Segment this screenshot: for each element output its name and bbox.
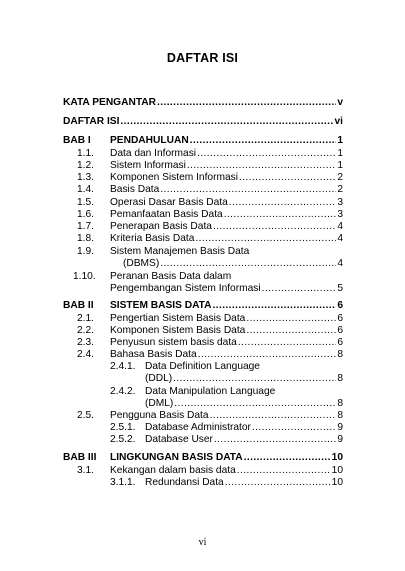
leader-dots <box>160 184 336 196</box>
chapter-number: BAB I <box>63 135 91 146</box>
entry-number: 1.9. <box>77 246 94 257</box>
leader-dots <box>244 452 331 464</box>
entry-number: 1.4. <box>77 184 94 195</box>
leader-dots <box>246 313 336 325</box>
leader-dots <box>224 209 337 221</box>
entry-number: 2.5.1. <box>110 422 136 433</box>
entry-number: 2.4.1. <box>110 361 136 372</box>
entry-number: 3.1. <box>77 465 94 476</box>
entry-number: 3.1.1. <box>110 477 136 488</box>
page-title: DAFTAR ISI <box>166 51 239 65</box>
toc-entry[interactable]: Penerapan Basis Data ..... 4 <box>110 221 343 233</box>
toc-front-daftar-isi[interactable]: DAFTAR ISI ..... vi <box>63 116 343 128</box>
leader-dots <box>238 337 336 349</box>
toc-entry[interactable]: Kriteria Basis Data ..... 4 <box>110 233 343 245</box>
toc-entry[interactable]: (DBMS) ..... 4 <box>123 258 343 270</box>
entry-number: 2.2. <box>77 325 94 336</box>
toc-entry[interactable]: (DML) ..... 8 <box>145 398 343 410</box>
toc-entry[interactable]: Basis Data ..... 2 <box>110 184 343 196</box>
toc-entry[interactable]: Bahasa Basis Data ..... 8 <box>110 349 343 361</box>
entry-number: 1.6. <box>77 209 94 220</box>
toc-front-kata-pengantar[interactable]: KATA PENGANTAR ..... v <box>63 97 343 109</box>
toc-entry[interactable]: Pemanfaatan Basis Data ..... 3 <box>110 209 343 221</box>
leader-dots <box>239 172 336 184</box>
toc-entry[interactable]: Redundansi Data ..... 10 <box>145 477 343 489</box>
leader-dots <box>252 422 336 434</box>
leader-dots <box>225 477 331 489</box>
entry-number: 1.1. <box>77 148 94 159</box>
leader-dots <box>237 465 331 477</box>
toc-chapter-1[interactable]: PENDAHULUAN ..... 1 <box>110 135 343 147</box>
leader-dots <box>246 325 336 337</box>
leader-dots <box>210 410 337 422</box>
leader-dots <box>198 349 337 361</box>
leader-dots <box>213 300 337 312</box>
entry-number: 1.3. <box>77 172 94 183</box>
leader-dots <box>160 258 336 270</box>
toc-entry-line1: Data Manipulation Language <box>145 386 276 397</box>
leader-dots <box>214 434 336 446</box>
toc-entry[interactable]: (DDL) ..... 8 <box>145 373 343 385</box>
entry-number: 1.10. <box>73 271 96 282</box>
toc-entry[interactable]: Database User ..... 9 <box>145 434 343 446</box>
leader-dots <box>262 283 337 295</box>
toc-entry[interactable]: Kekangan dalam basis data ..... 10 <box>110 465 343 477</box>
entry-number: 2.4.2. <box>110 386 136 397</box>
entry-number: 1.5. <box>77 197 94 208</box>
entry-number: 2.5. <box>77 410 94 421</box>
toc-entry[interactable]: Database Administrator ..... 9 <box>145 422 343 434</box>
entry-number: 1.7. <box>77 221 94 232</box>
leader-dots <box>120 116 333 128</box>
chapter-number: BAB II <box>63 300 94 311</box>
toc-entry[interactable]: Komponen Sistem Informasi ..... 2 <box>110 172 343 184</box>
toc-chapter-3[interactable]: LINGKUNGAN BASIS DATA ..... 10 <box>110 452 343 464</box>
leader-dots <box>190 135 337 147</box>
leader-dots <box>197 148 336 160</box>
leader-dots <box>173 373 336 385</box>
toc-entry[interactable]: Komponen Sistem Basis Data ..... 6 <box>110 325 343 337</box>
toc-entry[interactable]: Data dan Informasi ..... 1 <box>110 148 343 160</box>
leader-dots <box>187 160 336 172</box>
entry-number: 2.4. <box>77 349 94 360</box>
toc-entry-line1: Peranan Basis Data dalam <box>110 271 232 282</box>
leader-dots <box>157 97 336 109</box>
entry-number: 2.1. <box>77 313 94 324</box>
entry-number: 1.8. <box>77 233 94 244</box>
leader-dots <box>174 398 336 410</box>
toc-entry[interactable]: Pengertian Sistem Basis Data ..... 6 <box>110 313 343 325</box>
entry-number: 2.3. <box>77 337 94 348</box>
toc-entry-line1: Sistem Manajemen Basis Data <box>110 246 250 257</box>
leader-dots <box>229 197 337 209</box>
leader-dots <box>213 221 336 233</box>
toc-entry[interactable]: Sistem Informasi ..... 1 <box>110 160 343 172</box>
chapter-number: BAB III <box>63 452 97 463</box>
toc-chapter-2[interactable]: SISTEM BASIS DATA ..... 6 <box>110 300 343 312</box>
leader-dots <box>195 233 336 245</box>
toc-entry[interactable]: Pengguna Basis Data ..... 8 <box>110 410 343 422</box>
entry-number: 2.5.2. <box>110 434 136 445</box>
toc-entry[interactable]: Operasi Dasar Basis Data ..... 3 <box>110 197 343 209</box>
toc-entry[interactable]: Penyusun sistem basis data ..... 6 <box>110 337 343 349</box>
toc-entry[interactable]: Pengembangan Sistem Informasi ..... 5 <box>110 283 343 295</box>
toc-entry-line1: Data Definition Language <box>145 361 260 372</box>
entry-number: 1.2. <box>77 160 94 171</box>
page-number: vi <box>198 537 207 548</box>
